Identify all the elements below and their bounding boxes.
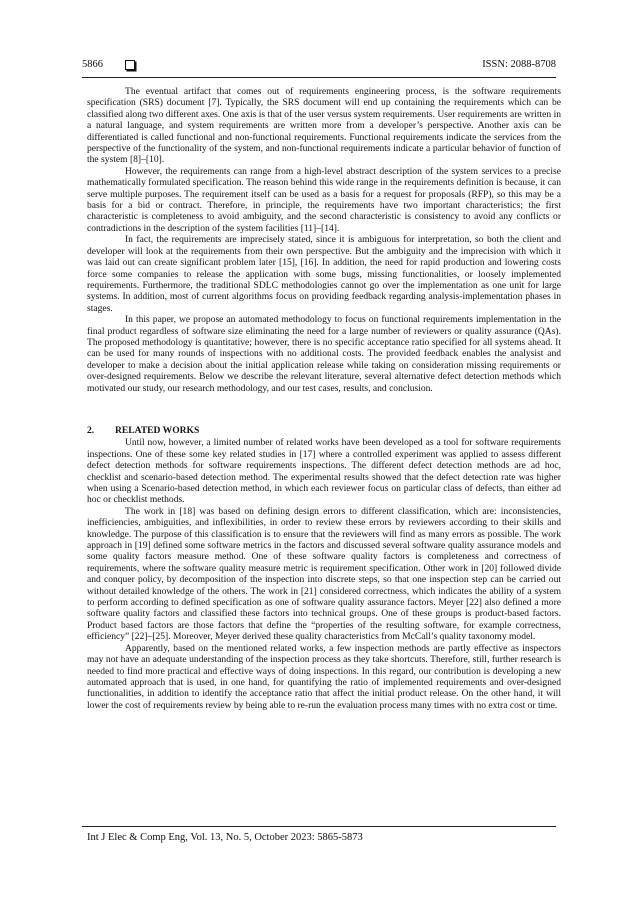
paragraph: Apparently, based on the mentioned related works, a few inspection methods are partly effective as inspectors may not have an adequate understanding of the inspection process as they take shortcuts. Therefore, still, further research is needed to find more practical and effective ways of doing inspections. In this regard, our contribution is developing a new automated approach that is used, in one hand, for quantifying the ratio of implemented requirements and over-designed functionalities, in addition to identify the acceptance ratio that affect the initial product release. On the other hand, it will lower the cost of requirements review by being able to re-run the evaluation process many times with no extra cost or time. bbox=[87, 642, 561, 711]
paragraph: Until now, however, a limited number of related works have been developed as a tool for software requirements inspections. One of these some key related studies in [17] where a controlled experiment was applied to assess different defect detection methods for software requirements inspections. The different defect detection methods are ad hoc, checklist and scenario-based detection method. The experimental results showed that the defect detection rate was higher when using a Scenario-based detection method, in which each reviewer focus on particular class of defects, than either ad hoc or checklist methods. bbox=[87, 437, 561, 506]
page-number: 5866 bbox=[82, 59, 103, 70]
section-title: RELATED WORKS bbox=[115, 424, 200, 436]
paragraph: The eventual artifact that comes out of requirements engineering process, is the software requirements specification (SRS) document [7]. Typically, the SRS document will end up containing the requirements which can be classified along two different axes. One axis is that of the user versus system requirements. User requirements are written in a natural language, and system requirements are written more from a developer’s perspective. Another axis can be differentiated is called functional and non-functional requirements. Functional requirements indicate the services from the perspective of the functionality of the system, and non-functional requirements indicate a particular behavior of function of the system [8]–[10]. bbox=[87, 86, 561, 166]
paragraph: In fact, the requirements are imprecisely stated, since it is ambiguous for interpretation, so both the client and developer will look at the requirements from their own perspective. But the ambiguity and the imprecision with which it was laid out can create significant problem later [15], [16]. In addition, the need for rapid production and lowering costs force some companies to release the application with some bugs, missing functionalities, or loosely implemented requirements. Furthermore, the traditional SDLC methodologies cannot go over the implementation as one unit for large systems. In addition, most of current algorithms focus on providing feedback regarding analysis-implementation phases in stages. bbox=[87, 234, 561, 314]
issn-label: ISSN: 2088-8708 bbox=[482, 59, 556, 70]
footer-rule bbox=[82, 826, 556, 827]
header-rule bbox=[82, 77, 556, 78]
section-heading bbox=[87, 425, 561, 436]
footer-citation: Int J Elec & Comp Eng, Vol. 13, No. 5, October 2023: 5865-5873 bbox=[87, 832, 363, 843]
paragraph: However, the requirements can range from a high-level abstract description of the system services to a precise mathematically formulated specification. The reason behind this wide range in the requirements definition is because, it can serve multiple purposes. The requirement itself can be used as a basis for a request for proposals (RFP), so this may be a basis for a bid or contract. Therefore, in principle, the requirements have two important characteristics; the first characteristic is completeness to avoid ambiguity, and the second characteristic is consistency to avoid any conflicts or contradictions in the description of the system facilities [11]–[14]. bbox=[87, 165, 561, 234]
article-body bbox=[87, 86, 561, 711]
paragraph: The work in [18] was based on defining design errors to different classification, which are: inconsistencies, inefficiencies, ambiguities, and inflexibilities, in order to review these errors by reviewers according to their skills and knowledge. The purpose of this classification is to ensure that the reviewers will find as many errors as possible. The work approach in [19] defined some software metrics in the factors and discussed several software quality assurance models and some quality factors measure method. One of these software quality factors is completeness and correctness of requirements, where the software quality measure metric is requirement specification. Other work in [20] followed divide and conquer policy, by decomposition of the inspection into discrete steps, so that one inspection step can be carried out without detailed knowledge of the others. The work in [21] considered correctness, which indicates the ability of a system to perform according to defined specification as one of software quality assurance factors. Meyer [22] also defined a more software quality factors and classified these factors into technical groups. One of these groups is product-based factors. Product based factors are those factors that define the “properties of the resulting software, for example correctness, efficiency” [22]–[25]. Moreover, Meyer derived these quality characteristics from McCall’s quality taxonomy model. bbox=[87, 505, 561, 643]
section-number: 2. bbox=[87, 424, 95, 436]
square-box-icon bbox=[125, 60, 135, 70]
page-header bbox=[82, 59, 556, 73]
paragraph: In this paper, we propose an automated methodology to focus on functional requirements implementation in the final product regardless of software size eliminating the need for a large number of reviewers or quality assurance (QAs). The proposed methodology is quantitative; however, there is no specific acceptance ratio specified for all systems ahead. It can be used for many rounds of inspections with no additional costs. The provided feedback enables the analysist and developer to make a decision about the initial application release while taking on consideration missing requirements or over-designed requirements. Below we describe the relevant literature, several alternative defect detection methods which motivated our study, our research methodology, and our test cases, results, and conclusion. bbox=[87, 314, 561, 394]
